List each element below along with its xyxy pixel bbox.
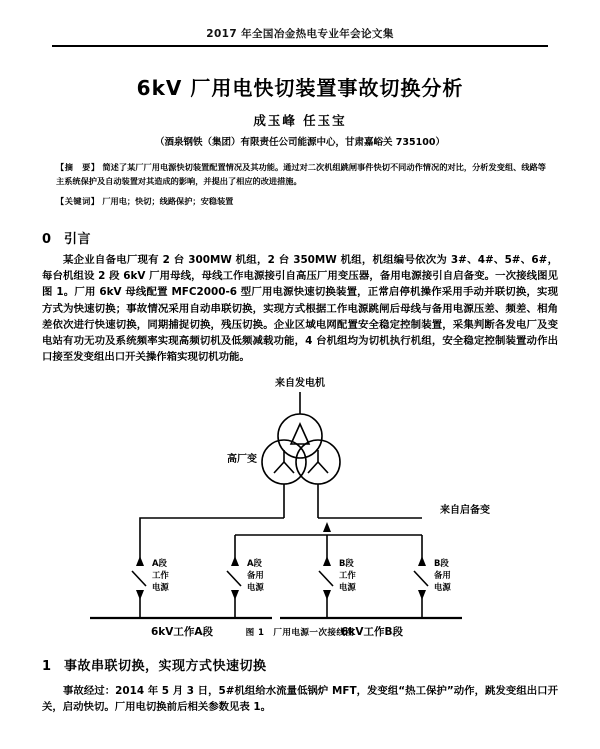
page-title: 6kV 厂用电快切装置事故切换分析 [136, 76, 464, 100]
keywords-block [56, 194, 546, 208]
figure-caption: 图 1 厂用电源一次接线图 [245, 628, 355, 638]
abstract-label: 【摘 要】 [56, 162, 100, 172]
branch-b-standby [414, 552, 428, 618]
branch-label-4 [434, 558, 451, 592]
breaker-slash-1 [132, 571, 146, 586]
branch-label-2-line1: A段 [247, 558, 262, 568]
breaker-slash-4 [414, 571, 428, 586]
branch-label-3-line2: 工作 [339, 570, 356, 580]
branch-a-working [132, 538, 146, 618]
author-list: 成玉峰 任玉宝 [253, 113, 347, 128]
section-heading-0 [42, 228, 91, 247]
wye-winding-symbol-b [308, 450, 328, 473]
branch-label-2-line3: 电源 [247, 582, 264, 592]
branch-arrow-up-3 [323, 556, 331, 566]
section-title-0: 引言 [64, 232, 92, 247]
branch-label-3-line1: B段 [339, 558, 354, 568]
section-heading-1 [42, 655, 267, 674]
section-paragraph-1: 事故经过：2014 年 5 月 3 日，5#机组给水流量低锅炉 MFT，发变组“热工保护”动作，跳发变组出口开关，启动快切。厂用电切换前后相关参数见表 1。 [42, 685, 558, 714]
branch-label-4-line3: 电源 [434, 582, 451, 592]
branch-label-2 [247, 558, 264, 592]
affiliation: （酒泉钢铁（集团）有限责任公司能源中心，甘肃嘉峪关 735100） [155, 137, 445, 148]
branch-arrow-up-4 [418, 556, 426, 566]
branch-arrow-up-2 [231, 556, 239, 566]
label-bus-a: 6kV工作A段 [150, 626, 214, 638]
abstract-text: 简述了某厂厂用电源快切装置配置情况及其功能。通过对二次机组跳闸事件快切不同动作情况的对比，分析发变组、线路等主系统保护及自动装置对其造成的影响，并提出了相应的改进措施。 [56, 162, 546, 186]
branch-label-4-line2: 备用 [434, 570, 451, 580]
running-header: 2017 年全国冶金热电专业年会论文集 [206, 28, 394, 40]
abstract-block [56, 160, 546, 190]
branch-label-1-line2: 工作 [152, 570, 169, 580]
label-bus-b: 6kV工作B段 [341, 626, 403, 638]
branch-label-1-line3: 电源 [152, 582, 169, 592]
branch-arrow-up-1 [136, 556, 144, 566]
branch-label-1-line1: A段 [152, 558, 167, 568]
branch-label-3 [339, 558, 356, 592]
breaker-slash-2 [227, 571, 241, 586]
section-number-1: 1 [42, 659, 52, 674]
branch-b-working [319, 538, 333, 618]
branch-label-1 [152, 558, 169, 592]
breaker-slash-3 [319, 571, 333, 586]
section-title-1: 事故串联切换，实现方式快速切换 [64, 659, 267, 674]
delta-winding-symbol [291, 424, 309, 444]
label-from-generator: 来自发电机 [275, 378, 325, 389]
branch-a-standby [227, 552, 241, 618]
figure-1 [42, 370, 558, 645]
section-number-0: 0 [42, 232, 52, 247]
one-line-diagram [42, 370, 558, 645]
keywords-text: 厂用电；快切；线路保护；安稳装置 [102, 196, 234, 206]
header-rule [52, 45, 548, 47]
label-transformer: 高厂变 [227, 454, 257, 465]
standby-feed-arrow [323, 522, 331, 532]
branch-label-3-line3: 电源 [339, 582, 356, 592]
keywords-label: 【关键词】 [56, 196, 100, 206]
label-from-standby: 来自启备变 [440, 505, 490, 516]
section-paragraph-0: 某企业自备电厂现有 2 台 300MW 机组，2 台 350MW 机组，机组编号依次为 3#、4#、5#、6#，每台机组设 2 段 6kV 厂用母线，母线工作电源接引自高压厂用变压器，备用电源接引自启备变。一次接线图见图 1。厂用 6kV 母线配置 MFC2000-6 型厂用电源快速切换装置，正常启停机操作采用手动并联切换，实现方式为快速切换；事故情况采用自动串联切换，实现方式根据工作电源跳闸后母线与备用电源压差、频差、相角差依次进行快速切换，同期捕捉切换，残压切换。企业区域电网配置安全稳定控制装置，采集判断各发电厂及变电站有功无功及系统频率实现高频切机及低频减载功能，4 台机组均为切机执行机组，安全稳定控制装置动作出口接至发变组出口开关操作箱实现切机功能。 [42, 254, 558, 364]
wye-winding-symbol-a [274, 450, 294, 473]
branch-label-2-line2: 备用 [247, 570, 264, 580]
branch-label-4-line1: B段 [434, 558, 449, 568]
